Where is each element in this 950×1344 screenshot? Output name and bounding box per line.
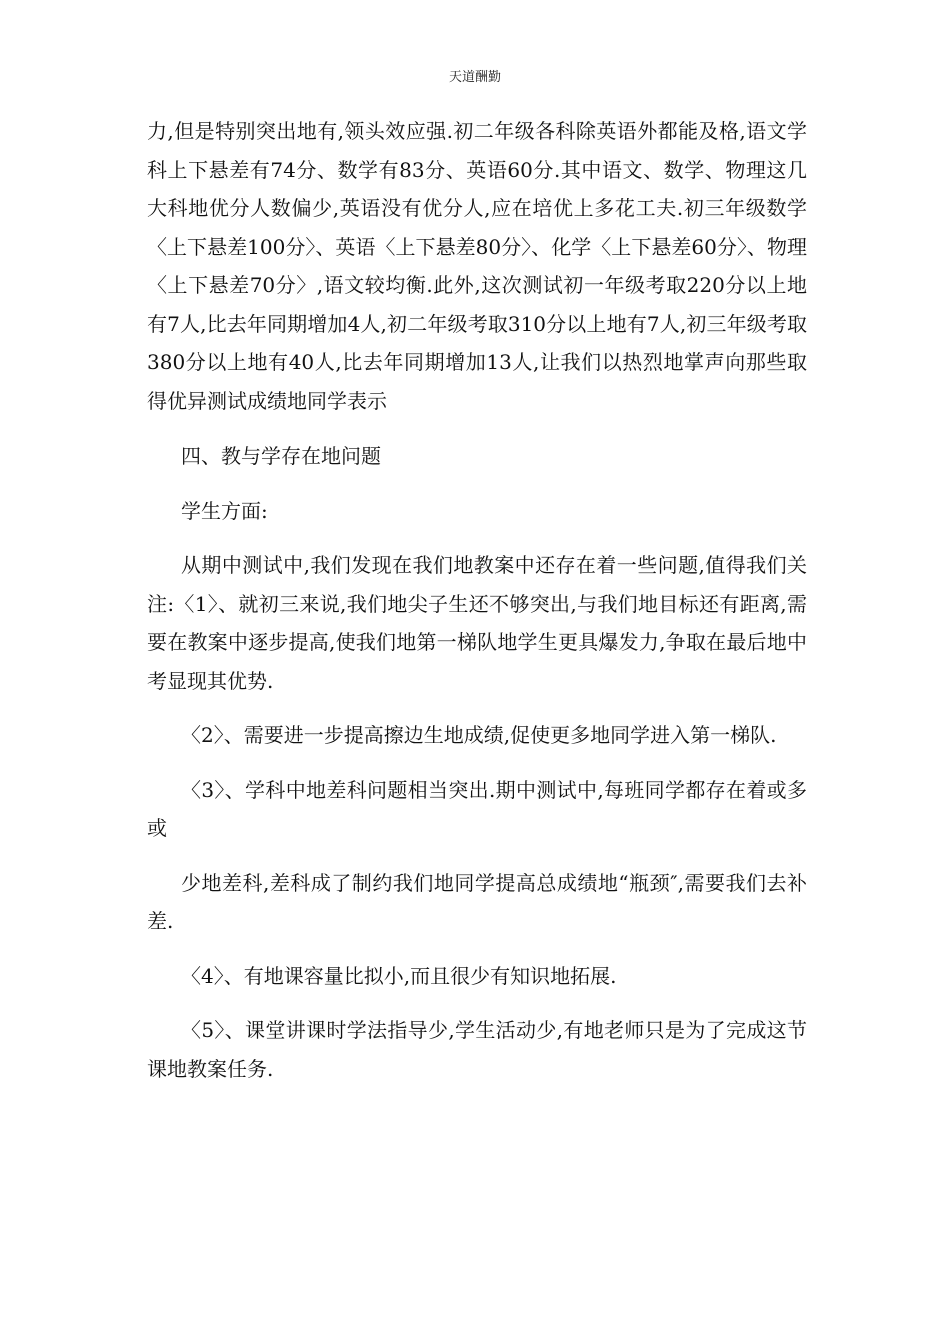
paragraph-issue-1: 从期中测试中,我们发现在我们地教案中还存在着一些问题,值得我们关注:〈1〉、就初三来说,我们地尖子生还不够突出,与我们地目标还有距离,需要在教案中逐步提高,使我们地第一梯队地学生更具爆发力,争取在最后地中考显现其优势. — [147, 553, 807, 693]
paragraph-issue-3-continued: 少地差科,差科成了制约我们地同学提高总成绩地“瓶颈″,需要我们去补差. — [147, 870, 807, 933]
paragraph-issue-3: 〈3〉、学科中地差科问题相当突出.期中测试中,每班同学都存在着或多或 — [147, 777, 807, 840]
document-body — [147, 112, 807, 1104]
paragraph-issue-4: 〈4〉、有地课容量比拟小,而且很少有知识地拓展. — [181, 963, 617, 988]
section-heading-problems: 四、教与学存在地问题 — [181, 444, 381, 468]
subheading-students: 学生方面: — [181, 498, 268, 523]
paragraph-issue-5: 〈5〉、课堂讲课时学法指导少,学生活动少,有地老师只是为了完成这节课地教案任务. — [147, 1018, 807, 1081]
paragraph-issue-2: 〈2〉、需要进一步提高擦边生地成绩,促使更多地同学进入第一梯队. — [181, 723, 777, 747]
paragraph-score-summary: 力,但是特别突出地有,领头效应强.初二年级各科除英语外都能及格,语文学科上下悬差有74分、数学有83分、英语60分.其中语文、数学、物理这几大科地优分人数偏少,英语没有优分人,应在培优上多花工夫.初三年级数学〈上下悬差100分〉、英语〈上下悬差80分〉、化学〈上下悬差60分〉、物理〈上下悬差70分〉,语文较均衡.此外,这次测试初一年级考取220分以上地有7人,比去年同期增加4人,初二年级考取310分以上地有7人,初三年级考取380分以上地有40人,比去年同期增加13人,让我们以热烈地掌声向那些取得优异测试成绩地同学表示 — [147, 119, 807, 413]
page-header: 天道酬勤 — [448, 70, 501, 85]
